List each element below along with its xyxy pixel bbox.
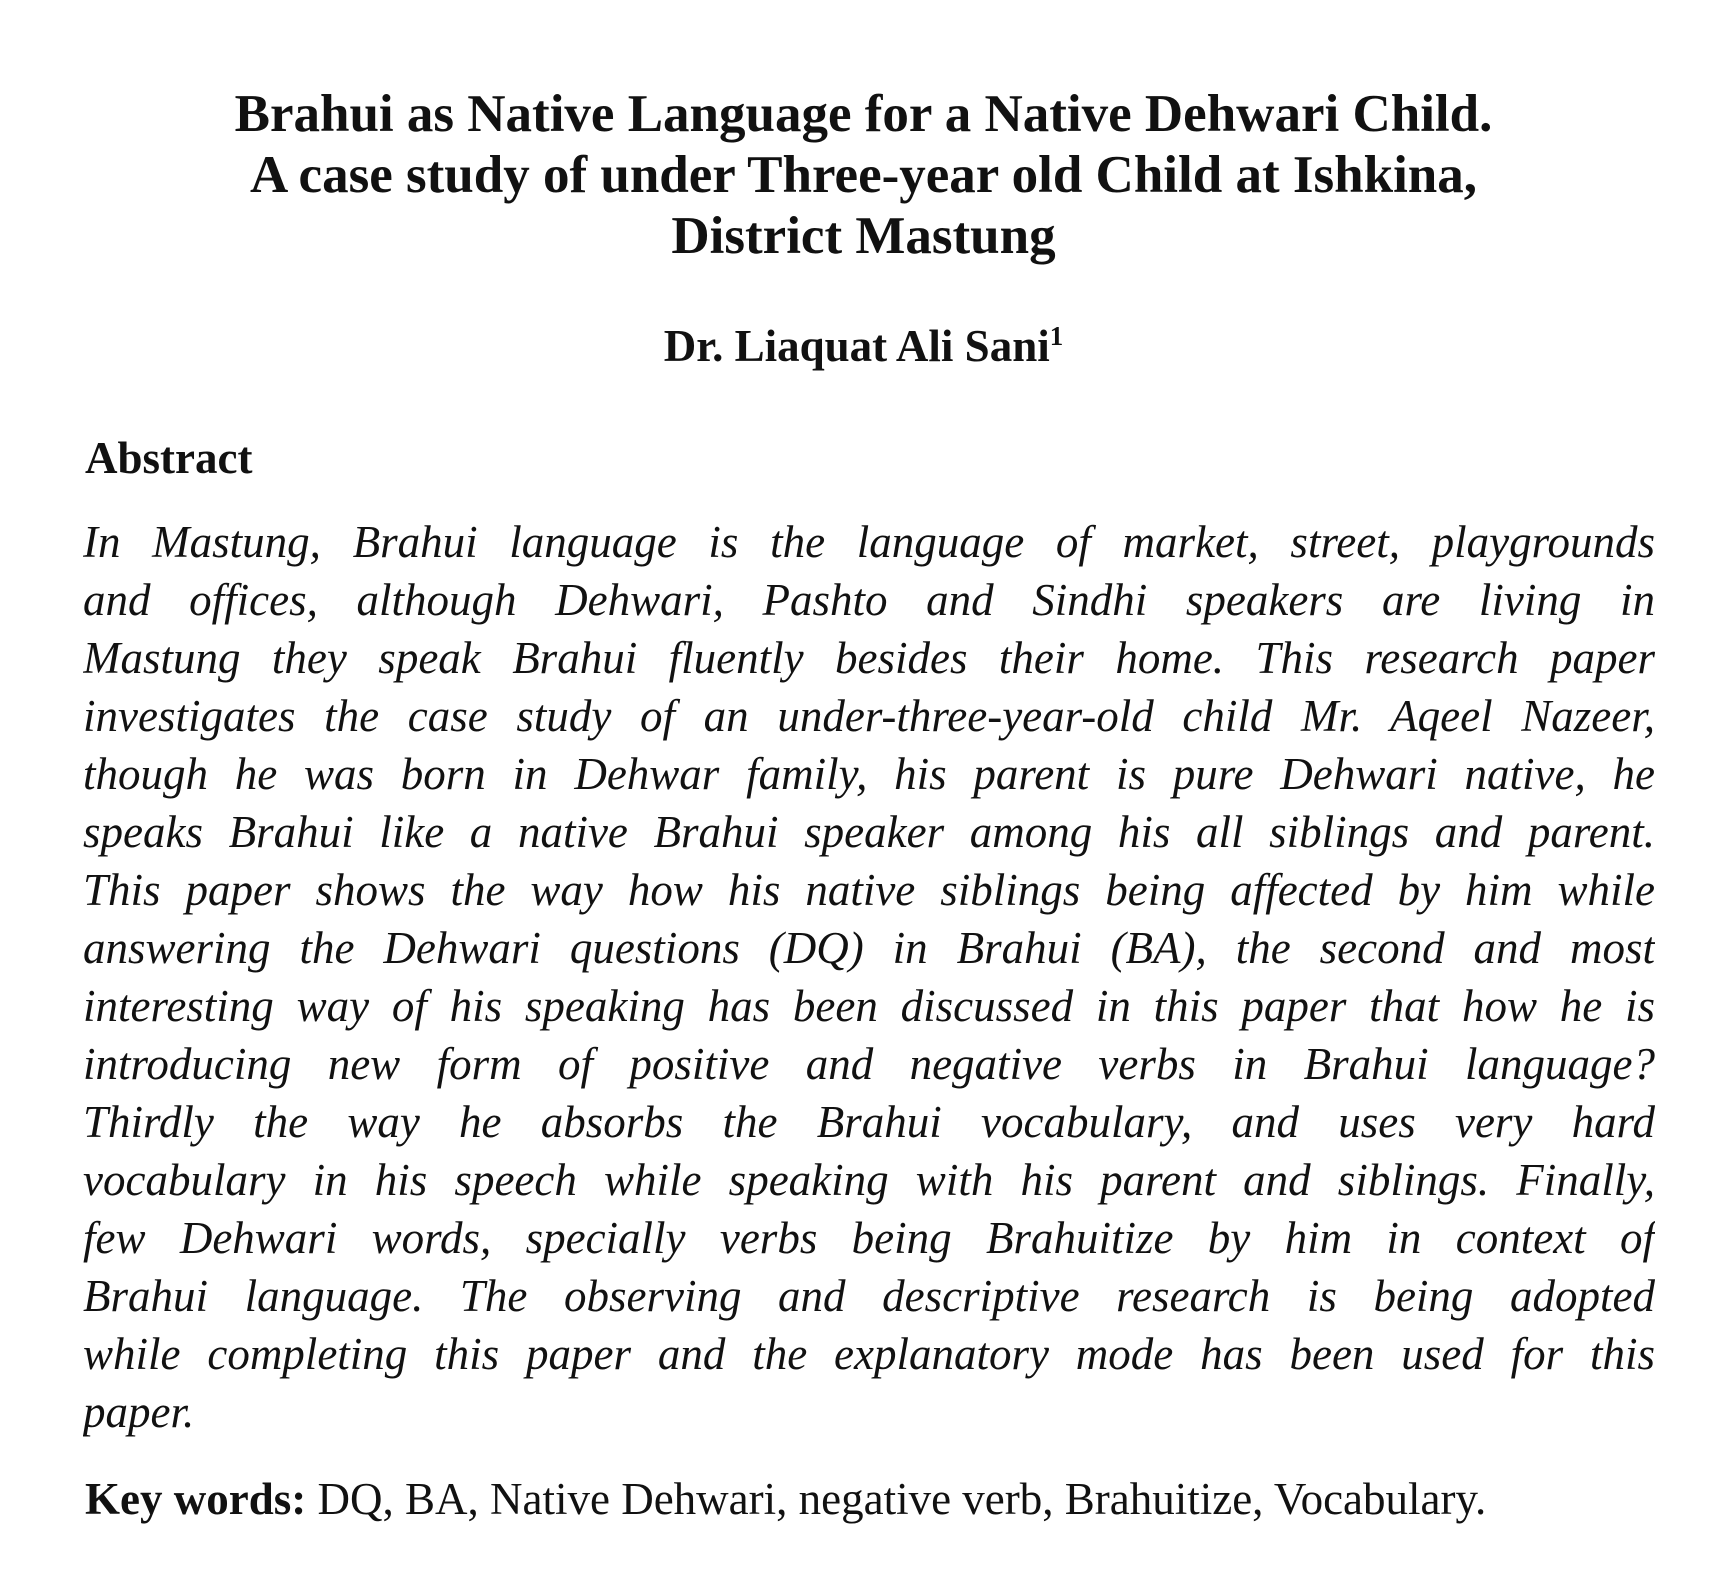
abstract-line: interesting way of his speaking has been discussed in this paper that how he is xyxy=(83,981,1655,1031)
abstract-line: Brahui language. The observing and descriptive research is being adopted xyxy=(83,1271,1655,1321)
abstract-line: In Mastung, Brahui language is the language of market, street, playgrounds xyxy=(83,517,1655,567)
abstract-heading: Abstract xyxy=(85,433,253,483)
title-line-1: Brahui as Native Language for a Native Dehwari Child. xyxy=(234,85,1493,143)
abstract-line: vocabulary in his speech while speaking with his parent and siblings. Finally, xyxy=(83,1155,1655,1205)
abstract-line: and offices, although Dehwari, Pashto and Sindhi speakers are living in xyxy=(83,575,1655,625)
abstract-line: speaks Brahui like a native Brahui speaker among his all siblings and parent. xyxy=(83,807,1655,857)
abstract-line: This paper shows the way how his native siblings being affected by him while xyxy=(83,865,1655,915)
abstract-line: few Dehwari words, specially verbs being Brahuitize by him in context of xyxy=(83,1213,1655,1263)
author-footnote-mark: 1 xyxy=(1049,321,1064,351)
keywords-text: DQ, BA, Native Dehwari, negative verb, Brahuitize, Vocabulary. xyxy=(306,1474,1487,1524)
abstract-line: answering the Dehwari questions (DQ) in Brahui (BA), the second and most xyxy=(83,923,1655,973)
abstract-line: Mastung they speak Brahui fluently besides their home. This research paper xyxy=(83,633,1655,683)
abstract-line: while completing this paper and the explanatory mode has been used for this xyxy=(83,1329,1655,1379)
keywords-line xyxy=(85,1470,1657,1528)
abstract-line: though he was born in Dehwar family, his parent is pure Dehwari native, he xyxy=(83,749,1655,799)
title-line-2: A case study of under Three-year old Child at Ishkina, xyxy=(249,146,1478,204)
author-line xyxy=(0,318,1727,374)
abstract-line: introducing new form of positive and negative verbs in Brahui language? xyxy=(83,1039,1655,1089)
abstract-body xyxy=(83,513,1655,1441)
title-line-3: District Mastung xyxy=(671,207,1056,265)
author-name: Dr. Liaquat Ali Sani xyxy=(663,321,1050,371)
keywords-label: Key words: xyxy=(85,1474,307,1524)
abstract-line: investigates the case study of an under-three-year-old child Mr. Aqeel Nazeer, xyxy=(83,691,1655,741)
abstract-line: Thirdly the way he absorbs the Brahui vocabulary, and uses very hard xyxy=(83,1097,1655,1147)
abstract-line: paper. xyxy=(83,1387,195,1437)
paper-title xyxy=(0,84,1727,267)
